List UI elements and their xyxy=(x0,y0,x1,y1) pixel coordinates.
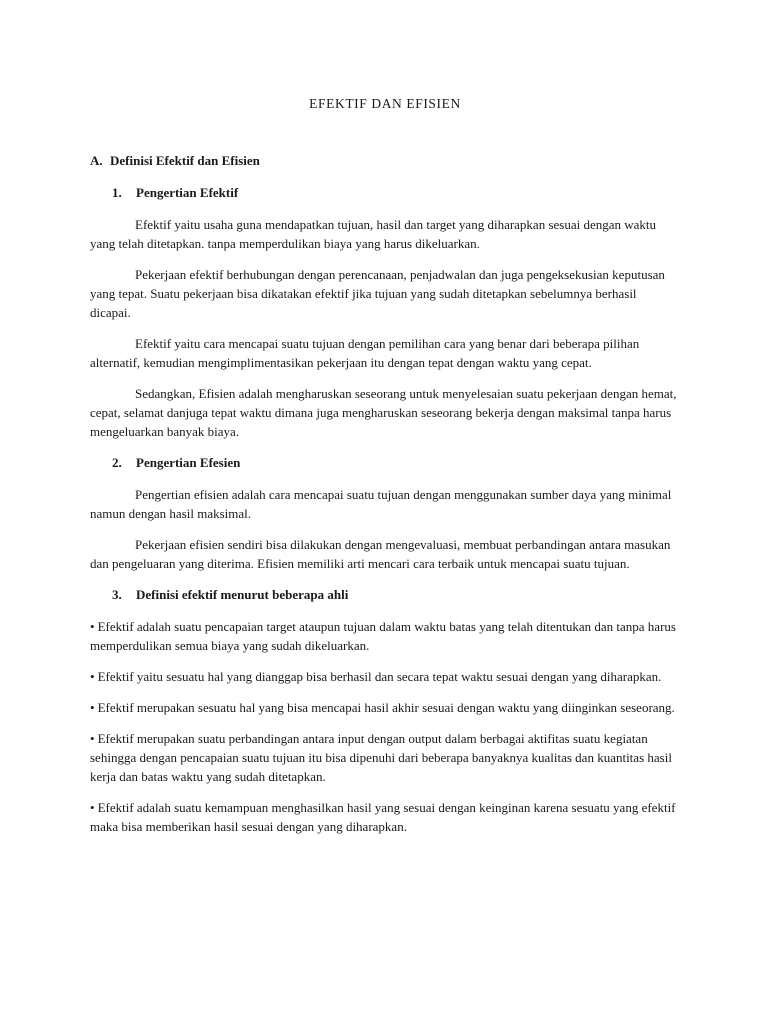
subsection-2-title: Pengertian Efesien xyxy=(136,455,241,470)
subsection-1-heading xyxy=(112,183,680,202)
subsection-3-heading xyxy=(112,585,680,604)
section-a-heading xyxy=(90,151,680,170)
bullet-text: Efektif merupakan sesuatu hal yang bisa mencapai hasil akhir sesuai dengan waktu yang diinginkan seseorang. xyxy=(97,700,675,715)
bullet-text: Efektif yaitu sesuatu hal yang dianggap bisa berhasil dan secara tepat waktu sesuai dengan yang diharapkan. xyxy=(97,669,662,684)
subsection-1-number: 1. xyxy=(112,185,122,200)
bullet-item xyxy=(90,617,680,655)
paragraph: Efektif yaitu cara mencapai suatu tujuan dengan pemilihan cara yang benar dari beberapa pilihan alternatif, kemudian mengimplimentasikan pekerjaan itu dengan tepat dengan waktu yang cepat. xyxy=(90,336,640,370)
bullet-text: Efektif adalah suatu pencapaian target ataupun tujuan dalam waktu batas yang telah ditentukan dan tanpa harus memperdulikan semua biaya yang sudah dikeluarkan. xyxy=(90,619,676,653)
section-a-number: A. xyxy=(90,153,103,168)
paragraph: Efektif yaitu usaha guna mendapatkan tujuan, hasil dan target yang diharapkan sesuai dengan waktu yang telah ditetapkan. tanpa memperdulikan biaya yang harus dikeluarkan. xyxy=(90,217,657,251)
bullet-symbol: • xyxy=(90,700,95,715)
bullet-item xyxy=(90,729,680,786)
bullet-symbol: • xyxy=(90,669,95,684)
bullet-item xyxy=(90,798,680,836)
bullet-symbol: • xyxy=(90,800,95,815)
document-title: EFEKTIF DAN EFISIEN xyxy=(309,96,461,111)
bullet-text: Efektif merupakan suatu perbandingan antara input dengan output dalam berbagai aktifitas suatu kegiatan sehingga dengan pencapaian suatu tujuan itu bisa dipenuhi dari beberapa banyaknya kualitas dan kuantitas hasil kerja dan batas waktu yang sudah ditetapkan. xyxy=(90,731,672,784)
paragraph: Pekerjaan efisien sendiri bisa dilakukan dengan mengevaluasi, membuat perbandingan antara masukan dan pengeluaran yang diterima. Efisien memiliki arti mencari cara terbaik untuk mencapai suatu tujuan. xyxy=(90,537,671,571)
paragraph: Pengertian efisien adalah cara mencapai suatu tujuan dengan menggunakan sumber daya yang minimal namun dengan hasil maksimal. xyxy=(90,487,672,521)
bullet-symbol: • xyxy=(90,619,95,634)
document-body xyxy=(90,94,680,848)
paragraph: Pekerjaan efektif berhubungan dengan perencanaan, penjadwalan dan juga pengeksekusian keputusan yang tepat. Suatu pekerjaan bisa dikatakan efektif jika tujuan yang sudah ditetapkan sebelumnya berhasil dicapai. xyxy=(90,267,665,320)
paragraph: Sedangkan, Efisien adalah mengharuskan seseorang untuk menyelesaian suatu pekerjaan dengan hemat, cepat, selamat danjuga tepat waktu dimana juga mengharuskan seseorang bekerja dengan maksimal tanpa harus mengeluarkan banyak biaya. xyxy=(90,386,677,439)
subsection-3-number: 3. xyxy=(112,587,122,602)
subsection-2-heading xyxy=(112,453,680,472)
subsection-2-number: 2. xyxy=(112,455,122,470)
bullet-symbol: • xyxy=(90,731,95,746)
bullet-item xyxy=(90,698,680,717)
section-a-title: Definisi Efektif dan Efisien xyxy=(110,153,260,168)
bullet-text: Efektif adalah suatu kemampuan menghasilkan hasil yang sesuai dengan keinginan karena sesuatu yang efektif maka bisa memberikan hasil sesuai dengan yang diharapkan. xyxy=(90,800,676,834)
bullet-item xyxy=(90,667,680,686)
subsection-1-title: Pengertian Efektif xyxy=(136,185,239,200)
subsection-3-title: Definisi efektif menurut beberapa ahli xyxy=(136,587,349,602)
